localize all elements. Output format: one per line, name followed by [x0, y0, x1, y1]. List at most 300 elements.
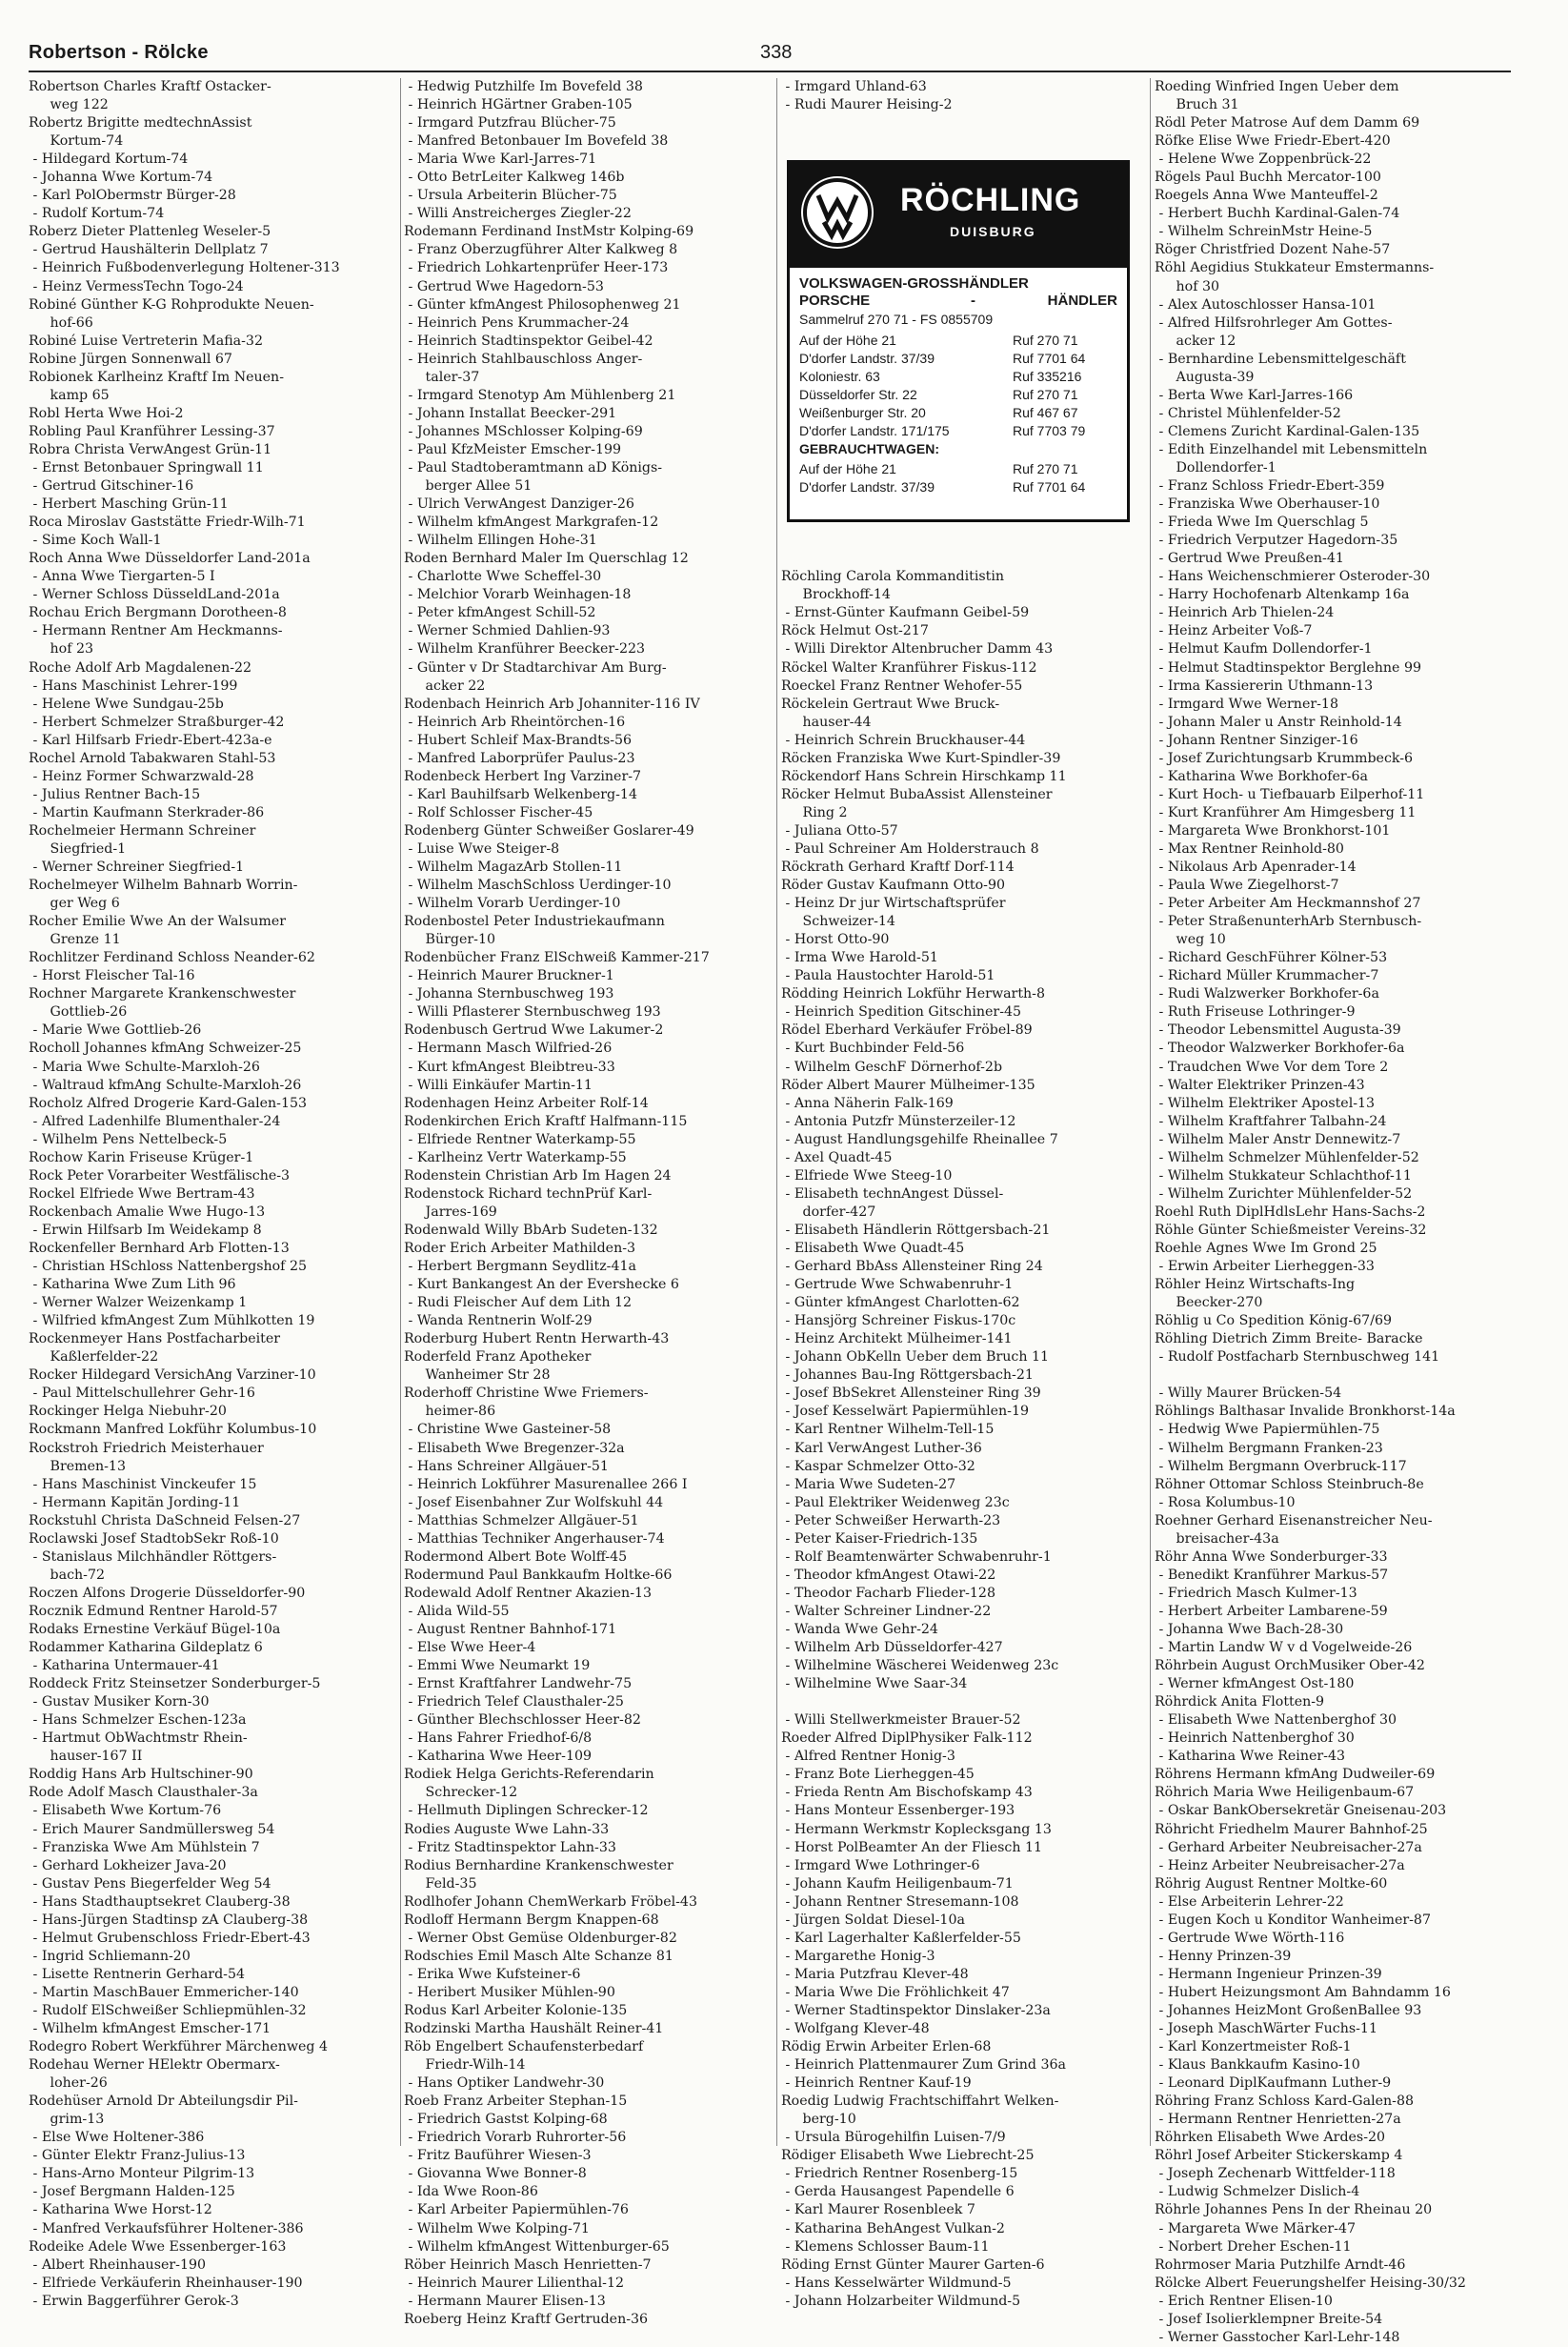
directory-entry-line: Röhr Anna Wwe Sonderburger-33	[1155, 1548, 1388, 1565]
directory-entry-line: Röhrig August Rentner Moltke-60	[1155, 1875, 1388, 1892]
directory-entry-line: - Manfred Verkaufsführer Holtener-386	[29, 2220, 304, 2236]
ad-address: Weißenburger Str. 20	[799, 404, 926, 420]
directory-entry-line: - Herbert Arbeiter Lambarene-59	[1155, 1603, 1388, 1619]
directory-entry-line: - Else Arbeiterin Lehrer-22	[1155, 1893, 1344, 1910]
directory-entry-line: - Günter kfmAngest Charlotten-62	[781, 1295, 1020, 1311]
directory-entry-line: - Charlotte Wwe Scheffel-30	[404, 569, 602, 585]
directory-entry-line: - Stanislaus Milchhändler Röttgers-	[29, 1548, 277, 1565]
page-header	[29, 38, 1511, 67]
directory-entry-line: ger Weg 6	[29, 896, 120, 912]
directory-entry-line: Röhlings Balthasar Invalide Bronkhorst-14a	[1155, 1404, 1456, 1420]
directory-entry-line: Kortum-74	[29, 133, 124, 150]
directory-entry-line: - Wilhelm kfmAngest Wittenburger-65	[404, 2238, 670, 2255]
directory-entry-line: - Josef Eisenbahner Zur Wolfskuhl 44	[404, 1494, 664, 1510]
directory-entry-line: Roeckel Franz Rentner Wehofer-55	[781, 678, 1023, 694]
directory-entry-line: Rodloff Hermann Bergm Knappen-68	[404, 1912, 659, 1928]
directory-entry-line: - Berta Wwe Karl-Jarres-166	[1155, 387, 1354, 403]
directory-entry-line: - Gertrud Wwe Hagedorn-53	[404, 278, 604, 294]
directory-entry-line: Rodermund Paul Bankkaufm Holtke-66	[404, 1567, 673, 1583]
ad-address: D'dorfer Landstr. 171/175	[799, 422, 950, 438]
directory-entry-line: - Heinz Dr jur Wirtschaftsprüfer	[781, 896, 1006, 912]
directory-entry-line: - Werner Walzer Weizenkamp 1	[29, 1295, 248, 1311]
directory-entry-line: Rodewald Adolf Rentner Akazien-13	[404, 1585, 653, 1601]
directory-entry-line: - Werner Schmied Dahlien-93	[404, 623, 611, 639]
directory-entry-line: - Gerda Hausangest Papendelle 6	[781, 2184, 1015, 2200]
directory-entry-line: - Johann Rentner Stresemann-108	[781, 1893, 1019, 1910]
directory-entry-line: - Josef Bergmann Halden-125	[29, 2184, 235, 2200]
directory-entry-line	[781, 114, 1151, 132]
directory-entry-line: Rockenbach Amalie Wwe Hugo-13	[29, 1204, 266, 1220]
directory-entry-line: - Willy Maurer Brücken-54	[1155, 1386, 1342, 1402]
directory-entry-line: - Eugen Koch u Konditor Wanheimer-87	[1155, 1912, 1431, 1928]
directory-entry-line: Roberz Dieter Plattenleg Weseler-5	[29, 224, 271, 240]
directory-entry-line: Rodenwald Willy BbArb Sudeten-132	[404, 1222, 658, 1238]
directory-entry-line: Roderhoff Christine Wwe Friemers-	[404, 1386, 649, 1402]
directory-entry-line: - Walter Elektriker Prinzen-43	[1155, 1077, 1365, 1093]
directory-entry-line: - Karl Rentner Wilhelm-Tell-15	[781, 1422, 995, 1438]
directory-entry-line: Roeder Alfred DiplPhysiker Falk-112	[781, 1730, 1033, 1747]
directory-entry-line: Rochow Karin Friseuse Krüger-1	[29, 1149, 254, 1165]
directory-entry-line: - Werner Gasstocher Karl-Lehr-148	[1155, 2329, 1400, 2345]
directory-entry-line: - Katharina Wwe Heer-109	[404, 1749, 593, 1765]
directory-entry-line: - Norbert Dreher Eschen-11	[1155, 2238, 1352, 2255]
directory-entry-line: hauser-44	[781, 714, 872, 730]
directory-entry-line: - Johannes MSchlosser Kolping-69	[404, 423, 643, 439]
directory-entry-line: acker 22	[404, 678, 486, 694]
directory-entry-line: - Maria Wwe Karl-Jarres-71	[404, 152, 597, 168]
directory-entry-line: berg-10	[781, 2112, 856, 2128]
directory-entry-line: - Rudi Walzwerker Borkhofer-6a	[1155, 986, 1379, 1002]
directory-entry-line: - Heinrich Stahlbauschloss Anger-	[404, 351, 643, 367]
directory-entry-line: - Rudolf Postfacharb Sternbuschweg 141	[1155, 1349, 1440, 1366]
directory-entry-line: - Paula Haustochter Harold-51	[781, 968, 995, 984]
directory-entry-line: - Heinrich Pens Krummacher-24	[404, 314, 630, 331]
directory-entry-line: - Herbert Buchh Kardinal-Galen-74	[1155, 206, 1400, 222]
directory-entry-line: Röhrich Maria Wwe Heiligenbaum-67	[1155, 1785, 1415, 1801]
directory-column-1	[29, 78, 398, 2311]
directory-entry-line: - Elisabeth Wwe Quadt-45	[781, 1241, 965, 1256]
directory-entry-line: Röhrdick Anita Flotten-9	[1155, 1694, 1325, 1710]
directory-entry-line: Rochel Arnold Tabakwaren Stahl-53	[29, 750, 276, 766]
directory-entry-line: - Katharina BehAngest Vulkan-2	[781, 2220, 1005, 2236]
vw-logo-icon-svg	[801, 176, 874, 249]
directory-entry-line: - Benedikt Kranführer Markus-57	[1155, 1567, 1389, 1583]
ad-address: D'dorfer Landstr. 37/39	[799, 478, 935, 495]
ad-banner	[790, 163, 1127, 268]
directory-entry-line: - Helmut Stadtinspektor Berglehne 99	[1155, 659, 1422, 676]
directory-entry-line: - Wilhelm MagazArb Stollen-11	[404, 860, 623, 876]
directory-entry-line: - Erwin Baggerführer Gerok-3	[29, 2293, 239, 2309]
directory-entry-line: - Wilhelm Vorarb Uerdinger-10	[404, 896, 621, 912]
directory-entry-line: - Matthias Schmelzer Allgäuer-51	[404, 1512, 639, 1528]
ad-row	[799, 331, 1117, 349]
directory-entry-line: - Josef Zurichtungsarb Krummbeck-6	[1155, 750, 1414, 766]
directory-entry-line: - Peter Kaiser-Friedrich-135	[781, 1530, 978, 1547]
ad-address: Koloniestr. 63	[799, 368, 880, 384]
directory-entry-line: - Hellmuth Diplingen Schrecker-12	[404, 1803, 649, 1819]
directory-entry-line: - Josef Isolierklempner Breite-54	[1155, 2311, 1383, 2327]
directory-entry-line: - August Handlungsgehilfe Rheinallee 7	[781, 1131, 1058, 1147]
directory-entry-line: - Anna Wwe Tiergarten-5 I	[29, 569, 215, 585]
directory-entry-line: - Franz Oberzugführer Alter Kalkweg 8	[404, 242, 678, 258]
directory-entry-line: - Maria Wwe Sudeten-27	[781, 1476, 956, 1492]
directory-entry-line: Bremen-13	[29, 1458, 126, 1474]
directory-entry-line: - Horst Otto-90	[781, 932, 890, 948]
directory-entry-line: Bürger-10	[404, 932, 496, 948]
directory-entry-line: Rögels Paul Buchh Mercator-100	[1155, 170, 1381, 186]
ad-address: Düsseldorfer Str. 22	[799, 386, 917, 402]
directory-entry-line: - Karl Hilfsarb Friedr-Ebert-423a-e	[29, 732, 272, 748]
directory-entry-line: - Rosa Kolumbus-10	[1155, 1494, 1296, 1510]
directory-entry-line: Rodammer Katharina Gildeplatz 6	[29, 1640, 263, 1656]
directory-entry-line: Rodeike Adele Wwe Essenberger-163	[29, 2238, 287, 2255]
directory-entry-line: Roegels Anna Wwe Manteuffel-2	[1155, 188, 1378, 204]
directory-entry-line: - Richard GeschFührer Kölner-53	[1155, 950, 1388, 966]
directory-entry-line: grim-13	[29, 2112, 105, 2128]
directory-entry-line: Friedr-Wilh-14	[404, 2057, 526, 2074]
directory-entry-line: - Rolf Beamtenwärter Schwabenruhr-1	[781, 1548, 1052, 1565]
directory-entry-line: Roder Erich Arbeiter Mathilden-3	[404, 1241, 636, 1256]
directory-entry-line: hof 23	[29, 641, 94, 658]
directory-entry-line: - Paul Elektriker Weidenweg 23c	[781, 1494, 1010, 1510]
directory-entry-line: - Margareta Wwe Bronkhorst-101	[1155, 822, 1391, 839]
directory-entry-line: - Günter Elektr Franz-Julius-13	[29, 2148, 246, 2164]
directory-entry-line: - Gerhard BbAss Allensteiner Ring 24	[781, 1259, 1043, 1275]
directory-entry-line: - Ursula Arbeiterin Blücher-75	[404, 188, 617, 204]
ad-dash: -	[971, 293, 975, 309]
directory-entry-line: - Gertrud Wwe Preußen-41	[1155, 551, 1344, 567]
directory-entry-line: - Herbert Schmelzer Straßburger-42	[29, 714, 285, 730]
ad-city: DUISBURG	[950, 224, 1036, 239]
ad-row	[799, 477, 1117, 496]
directory-entry-line: - Wilhelm Bergmann Overbruck-117	[1155, 1458, 1407, 1474]
directory-entry-line: - Kurt Hoch- u Tiefbauarb Eilperhof-11	[1155, 786, 1425, 802]
directory-entry-line: Röhring Franz Schloss Kard-Galen-88	[1155, 2094, 1414, 2110]
directory-entry-line: - Karlheinz Vertr Waterkamp-55	[404, 1149, 627, 1165]
directory-entry-line: - Franz Schloss Friedr-Ebert-359	[1155, 478, 1385, 495]
directory-entry-line: Rocznik Edmund Rentner Harold-57	[29, 1603, 278, 1619]
directory-entry-line: Gottlieb-26	[29, 1004, 128, 1021]
directory-entry-line: - Wilhelm Pens Nettelbeck-5	[29, 1131, 228, 1147]
directory-entry-line: - Hedwig Wwe Papiermühlen-75	[1155, 1422, 1380, 1438]
directory-entry-line: Rockenmeyer Hans Postfacharbeiter	[29, 1331, 281, 1347]
directory-entry-line: - Elisabeth Händlerin Röttgersbach-21	[781, 1222, 1051, 1238]
page-number: 338	[760, 42, 793, 63]
directory-entry-line: Rodzinski Martha Haushält Reiner-41	[404, 2021, 664, 2037]
directory-entry-line: - Martin MaschBauer Emmericher-140	[29, 1984, 299, 2000]
directory-entry-line: - Henny Prinzen-39	[1155, 1948, 1292, 1964]
directory-entry-line: - Harry Hochofenarb Altenkamp 16a	[1155, 587, 1410, 603]
directory-entry-line: - Walter Schreiner Lindner-22	[781, 1603, 992, 1619]
directory-entry-line: - Else Wwe Holtener-386	[29, 2130, 205, 2146]
directory-entry-line: - Hans Maschinist Vinckeufer 15	[29, 1476, 257, 1492]
directory-entry-line: Rodegro Robert Werkführer Märchenweg 4	[29, 2039, 329, 2055]
directory-entry-line: Rockstuhl Christa DaSchneid Felsen-27	[29, 1512, 301, 1528]
directory-entry-line: Rochelmeyer Wilhelm Bahnarb Worrin-	[29, 878, 298, 894]
ad-phone: Ruf 7701 64	[1013, 478, 1086, 495]
directory-entry-line: - Friedrich Verputzer Hagedorn-35	[1155, 533, 1398, 549]
directory-entry-line: - Traudchen Wwe Vor dem Tore 2	[1155, 1059, 1389, 1075]
directory-entry-line: - Johanna Wwe Bach-28-30	[1155, 1621, 1344, 1637]
directory-entry-line: Röber Heinrich Masch Henrietten-7	[404, 2256, 652, 2273]
directory-entry-line: - Hans Weichenschmierer Osteroder-30	[1155, 569, 1431, 585]
directory-entry-line: Roczen Alfons Drogerie Düsseldorfer-90	[29, 1585, 306, 1601]
directory-entry-line: Röcken Franziska Wwe Kurt-Spindler-39	[781, 750, 1061, 766]
directory-entry-line: - Elisabeth technAngest Düssel-	[781, 1185, 1004, 1202]
directory-entry-line: - Katharina Wwe Reiner-43	[1155, 1749, 1346, 1765]
directory-entry-line: - Heinrich Maurer Bruckner-1	[404, 968, 614, 984]
directory-entry-line: Roderburg Hubert Rentn Herwarth-43	[404, 1331, 670, 1347]
directory-entry-line: Rödiger Elisabeth Wwe Liebrecht-25	[781, 2148, 1035, 2164]
directory-entry-line: - Max Rentner Reinhold-80	[1155, 840, 1344, 857]
directory-entry-line: - Jürgen Soldat Diesel-10a	[781, 1912, 965, 1928]
directory-entry-line: - Friedrich Lohkartenprüfer Heer-173	[404, 260, 669, 276]
directory-entry-line: heimer-86	[404, 1404, 496, 1420]
directory-entry-line: Roche Adolf Arb Magdalenen-22	[29, 659, 252, 676]
directory-entry-line: - Wilhelm GeschF Dörnerhof-2b	[781, 1059, 1003, 1075]
directory-entry-line: - Theodor kfmAngest Otawi-22	[781, 1567, 996, 1583]
directory-entry-line: Rodenbeck Herbert Ing Varziner-7	[404, 768, 642, 784]
directory-entry-line: - Rudolf ElSchweißer Schliepmühlen-32	[29, 2002, 307, 2018]
directory-entry-line: - Ernst Kraftfahrer Landwehr-75	[404, 1676, 633, 1692]
directory-entry-line: - Hildegard Kortum-74	[29, 152, 189, 168]
directory-entry-line: - Paul Stadtoberamtmann aD Königs-	[404, 459, 663, 475]
directory-entry-line: - Wilhelm Kranführer Beecker-223	[404, 641, 646, 658]
directory-entry-line: - Helmut Kaufm Dollendorfer-1	[1155, 641, 1373, 658]
directory-entry-line: Robiné Luise Vertreterin Mafia-32	[29, 333, 263, 349]
directory-entry-line: - Wilhelm Bergmann Franken-23	[1155, 1440, 1383, 1456]
directory-entry-line: Robiné Günther K-G Rohprodukte Neuen-	[29, 296, 314, 313]
directory-entry-line: Rochlitzer Ferdinand Schloss Neander-62	[29, 950, 315, 966]
directory-entry-line: - Willi Anstreicherges Ziegler-22	[404, 206, 632, 222]
directory-entry-line: - Werner kfmAngest Ost-180	[1155, 1676, 1355, 1692]
directory-entry-line: Röhler Heinz Wirtschafts-Ing	[1155, 1277, 1356, 1293]
directory-entry-line: Rochelmeier Hermann Schreiner	[29, 822, 256, 839]
directory-entry-line: - Elfriede Verkäuferin Rheinhauser-190	[29, 2275, 303, 2291]
directory-entry-line: Röckendorf Hans Schrein Hirschkamp 11	[781, 768, 1067, 784]
directory-entry-line: Rodenbücher Franz ElSchweiß Kammer-217	[404, 950, 710, 966]
directory-entry-line: - Christine Wwe Gasteiner-58	[404, 1422, 612, 1438]
directory-entry-line: - Hans Maschinist Lehrer-199	[29, 678, 238, 694]
directory-entry-line: Rodiek Helga Gerichts-Referendarin	[404, 1767, 654, 1783]
directory-entry-line: - Paul Schreiner Am Holderstrauch 8	[781, 840, 1039, 857]
directory-entry-line: Röhner Ottomar Schloss Steinbruch-8e	[1155, 1476, 1424, 1492]
directory-entry-line: - Werner Obst Gemüse Oldenburger-82	[404, 1930, 677, 1946]
directory-entry-line: - Martin Kaufmann Sterkrader-86	[29, 804, 265, 820]
directory-entry-line: - Gustav Musiker Korn-30	[29, 1694, 210, 1710]
directory-entry-line: Roehle Agnes Wwe Im Grond 25	[1155, 1241, 1377, 1256]
directory-entry-line: Robertson Charles Kraftf Ostacker-	[29, 79, 271, 94]
directory-entry-line: - Peter kfmAngest Schill-52	[404, 605, 596, 621]
directory-entry-line: Grenze 11	[29, 932, 121, 948]
directory-entry-line: - Gerhard Arbeiter Neubreisacher-27a	[1155, 1839, 1422, 1855]
directory-entry-line: Rochau Erich Bergmann Dorotheen-8	[29, 605, 287, 621]
directory-entry-line: Rodenberg Günter Schweißer Goslarer-49	[404, 822, 694, 839]
directory-entry-line: - Wanda Wwe Gehr-24	[781, 1621, 938, 1637]
directory-entry-line: - Irmgard Wwe Lothringer-6	[781, 1857, 980, 1873]
directory-entry-line: - Theodor Walzwerker Borkhofer-6a	[1155, 1041, 1405, 1057]
directory-entry-line: - Gertrud Haushälterin Dellplatz 7	[29, 242, 269, 258]
directory-entry-line: - Gustav Pens Biegerfelder Weg 54	[29, 1875, 271, 1892]
directory-entry-line: Röcker Helmut BubaAssist Allensteiner	[781, 786, 1053, 802]
vw-logo-icon	[801, 176, 874, 249]
directory-entry-line: - Frieda Rentn Am Bischofskamp 43	[781, 1785, 1033, 1801]
directory-entry-line: - Wilhelm Schmelzer Mühlenfelder-52	[1155, 1149, 1419, 1165]
directory-entry-line	[781, 1693, 1151, 1711]
directory-entry-line: - Erich Rentner Elisen-10	[1155, 2293, 1333, 2309]
directory-entry-line: - Hermann Maurer Elisen-13	[404, 2293, 606, 2309]
directory-entry-line: - Alex Autoschlosser Hansa-101	[1155, 296, 1377, 313]
directory-entry-line: - Leonard DiplKaufmann Luther-9	[1155, 2075, 1392, 2092]
directory-entry-line: - Wilhelm kfmAngest Markgrafen-12	[404, 515, 659, 531]
directory-entry-line: - Kurt Bankangest An der Evershecke 6	[404, 1277, 679, 1293]
ad-address: D'dorfer Landstr. 37/39	[799, 350, 935, 366]
ad-phone: Ruf 7703 79	[1013, 422, 1086, 438]
directory-entry-line: Siegfried-1	[29, 840, 127, 857]
directory-entry-line: - Katharina Untermauer-41	[29, 1658, 220, 1674]
directory-entry-line: - Ulrich VerwAngest Danziger-26	[404, 496, 634, 513]
directory-entry-line: - Melchior Vorarb Weinhagen-18	[404, 587, 632, 603]
directory-entry-line: - Hubert Heizungsmont Am Bahndamm 16	[1155, 1984, 1451, 2000]
directory-entry-line: - Friedrich Rentner Rosenberg-15	[781, 2166, 1018, 2182]
directory-entry-line: - Günther Blechschlosser Heer-82	[404, 1712, 641, 1729]
directory-entry-line: - Werner Stadtinspektor Dinslaker-23a	[781, 2002, 1051, 2018]
directory-entry-line: - Hermann Werkmstr Koplecksgang 13	[781, 1821, 1052, 1837]
ad-sammelruf: Sammelruf 270 71 - FS 0855709	[799, 312, 994, 327]
directory-entry-line: - Nikolaus Arb Apenrader-14	[1155, 860, 1357, 876]
directory-entry-line: breisacher-43a	[1155, 1530, 1279, 1547]
directory-entry-line: Rodehau Werner HElektr Obermarx-	[29, 2057, 280, 2074]
directory-entry-line: - Johann Installat Beecker-291	[404, 405, 617, 421]
ad-row	[799, 403, 1117, 421]
directory-entry-line: - Margareta Wwe Märker-47	[1155, 2220, 1356, 2236]
directory-entry-line: Röchling Carola Kommanditistin	[781, 569, 1005, 585]
directory-entry-line: Röhrbein August OrchMusiker Ober-42	[1155, 1658, 1425, 1674]
directory-entry-line: Rödding Heinrich Lokführ Herwarth-8	[781, 986, 1045, 1002]
directory-entry-line: - Bernhardine Lebensmittelgeschäft	[1155, 351, 1406, 367]
directory-entry-line: - Heinrich HGärtner Graben-105	[404, 97, 633, 113]
directory-entry-line: Röb Engelbert Schaufensterbedarf	[404, 2039, 644, 2055]
directory-entry-line: - Karl Arbeiter Papiermühlen-76	[404, 2202, 629, 2218]
directory-entry-line: - Rudolf Kortum-74	[29, 206, 165, 222]
ad-gebrauchtwagen: GEBRAUCHTWAGEN:	[799, 441, 939, 456]
directory-entry-line: - Hans Schreiner Allgäuer-51	[404, 1458, 609, 1474]
directory-entry-line: - Klaus Bankkaufm Kasino-10	[1155, 2057, 1360, 2074]
directory-entry-line: - Joseph Zechenarb Wittfelder-118	[1155, 2166, 1396, 2182]
directory-entry-line: - Wilhelm Wwe Kolping-71	[404, 2220, 590, 2236]
directory-entry-line: - Julius Rentner Bach-15	[29, 786, 201, 802]
directory-entry-line: - Karl Bauhilfsarb Welkenberg-14	[404, 786, 637, 802]
directory-entry-line: - Willi Pflasterer Sternbuschweg 193	[404, 1004, 661, 1021]
directory-entry-line: Ring 2	[781, 804, 848, 820]
ad-haendler: HÄNDLER	[1047, 293, 1117, 309]
directory-entry-line: - Manfred Laborprüfer Paulus-23	[404, 750, 635, 766]
directory-entry-line: - Heinrich Fußbodenverlegung Holtener-313	[29, 260, 340, 276]
directory-entry-line: - Heribert Musiker Mühlen-90	[404, 1984, 615, 2000]
directory-entry-line: - Alida Wild-55	[404, 1603, 510, 1619]
directory-entry-line: - Hedwig Putzhilfe Im Bovefeld 38	[404, 79, 643, 94]
directory-entry-line: - Wilhelm Arb Düsseldorfer-427	[781, 1640, 1003, 1656]
directory-entry-line: - Marie Wwe Gottlieb-26	[29, 1022, 202, 1039]
directory-entry-line: - Wilhelm kfmAngest Emscher-171	[29, 2021, 271, 2037]
directory-entry-line: - Josef BbSekret Allensteiner Ring 39	[781, 1386, 1041, 1402]
directory-entry-line: - Heinz Arbeiter Neubreisacher-27a	[1155, 1857, 1405, 1873]
directory-entry-line: Roedig Ludwig Frachtschiffahrt Welken-	[781, 2094, 1059, 2110]
directory-entry-line: Rödl Peter Matrose Auf dem Damm 69	[1155, 115, 1420, 132]
directory-entry-line: - Kurt Buchbinder Feld-56	[781, 1041, 965, 1057]
directory-entry-line: - Franz Bote Lierheggen-45	[781, 1767, 975, 1783]
directory-entry-line: - Heinz VermessTechn Togo-24	[29, 278, 244, 294]
directory-entry-line: - Elfriede Rentner Waterkamp-55	[404, 1131, 636, 1147]
directory-entry-line: - Wilhelm Stukkateur Schlachthof-11	[1155, 1167, 1412, 1184]
ad-row	[799, 421, 1117, 439]
ad-phone: Ruf 467 67	[1013, 404, 1078, 420]
directory-entry-line: - Joseph MaschWärter Fuchs-11	[1155, 2021, 1377, 2037]
directory-entry-line: Röhling Dietrich Zimm Breite- Baracke	[1155, 1331, 1423, 1347]
directory-entry-line	[781, 550, 1151, 568]
directory-entry-line: - Johann Holzarbeiter Wildmund-5	[781, 2293, 1021, 2309]
directory-entry-line: - Heinrich Arb Rheintörchen-16	[404, 714, 626, 730]
directory-entry-line: - Erika Wwe Kufsteiner-6	[404, 1966, 581, 1982]
directory-entry-line: - Emmi Wwe Neumarkt 19	[404, 1658, 591, 1674]
ad-row	[799, 385, 1117, 403]
directory-entry-line: Bruch 31	[1155, 97, 1239, 113]
directory-entry-line: - Irma Wwe Harold-51	[781, 950, 938, 966]
directory-entry-line: Roehner Gerhard Eisenanstreicher Neu-	[1155, 1512, 1433, 1528]
directory-entry-line: Feld-35	[404, 1875, 477, 1892]
directory-entry-line: - Heinz Arbeiter Voß-7	[1155, 623, 1313, 639]
directory-entry-line: Rölcke Albert Feuerungshelfer Heising-30/32	[1155, 2275, 1466, 2291]
ad-row	[799, 367, 1117, 385]
directory-entry-line: Rodenhagen Heinz Arbeiter Rolf-14	[404, 1095, 649, 1111]
directory-entry-line: - Wilhelm Maler Anstr Dennewitz-7	[1155, 1131, 1401, 1147]
directory-entry-line: - Paul Mittelschullehrer Gehr-16	[29, 1386, 255, 1402]
directory-entry-line: - Manfred Betonbauer Im Bovefeld 38	[404, 133, 669, 150]
directory-entry-line: - Kurt kfmAngest Bleibtreu-33	[404, 1059, 615, 1075]
directory-entry-line: Roden Bernhard Maler Im Querschlag 12	[404, 551, 689, 567]
directory-entry-line: Robl Herta Wwe Hoi-2	[29, 405, 184, 421]
directory-entry-line: - Theodor Facharb Flieder-128	[781, 1585, 995, 1601]
directory-entry-line: Röhlig u Co Spedition König-67/69	[1155, 1313, 1393, 1329]
directory-entry-line: - Friedrich Telef Clausthaler-25	[404, 1694, 624, 1710]
directory-entry-line: - Friedrich Gastst Kolping-68	[404, 2112, 608, 2128]
directory-entry-line: Rodies Auguste Wwe Lahn-33	[404, 1821, 610, 1837]
directory-entry-line: hof 30	[1155, 278, 1220, 294]
directory-entry-line: - Johanna Sternbuschweg 193	[404, 986, 614, 1002]
directory-entry-line: - Heinz Former Schwarzwald-28	[29, 768, 254, 784]
directory-entry-line: Rodermond Albert Bote Wolff-45	[404, 1548, 628, 1565]
directory-entry-line: weg 122	[29, 97, 109, 113]
directory-entry-line: - Josef Kesselwärt Papiermühlen-19	[781, 1404, 1029, 1420]
directory-entry-line: - Hartmut ObWachtmstr Rhein-	[29, 1730, 248, 1747]
directory-entry-line: - Helene Wwe Zoppenbrück-22	[1155, 152, 1372, 168]
directory-entry-line: Robertz Brigitte medtechnAssist	[29, 115, 252, 132]
directory-entry-line: - Hermann Rentner Henrietten-27a	[1155, 2112, 1401, 2128]
directory-entry-line: - Richard Müller Krummacher-7	[1155, 968, 1379, 984]
directory-entry-line: - Katharina Wwe Horst-12	[29, 2202, 212, 2218]
directory-entry-line: - Ludwig Schmelzer Dislich-4	[1155, 2184, 1360, 2200]
directory-entry-line: Rochner Margarete Krankenschwester	[29, 986, 296, 1002]
directory-entry-line: Rodenbostel Peter Industriekaufmann	[404, 914, 665, 930]
directory-entry-line: - Matthias Techniker Angerhauser-74	[404, 1530, 665, 1547]
directory-entry-line: - Hans-Arno Monteur Pilgrim-13	[29, 2166, 255, 2182]
ad-phone: Ruf 270 71	[1013, 332, 1078, 348]
directory-entry-line: - Ernst Betonbauer Springwall 11	[29, 459, 264, 475]
directory-entry-line: - Heinrich Lokführer Masurenallee 266 I	[404, 1476, 688, 1492]
directory-entry-line: - Paula Wwe Ziegelhorst-7	[1155, 878, 1339, 894]
directory-entry-line: - Johannes Bau-Ing Röttgersbach-21	[781, 1367, 1034, 1384]
directory-entry-line: - Herbert Masching Grün-11	[29, 496, 229, 513]
